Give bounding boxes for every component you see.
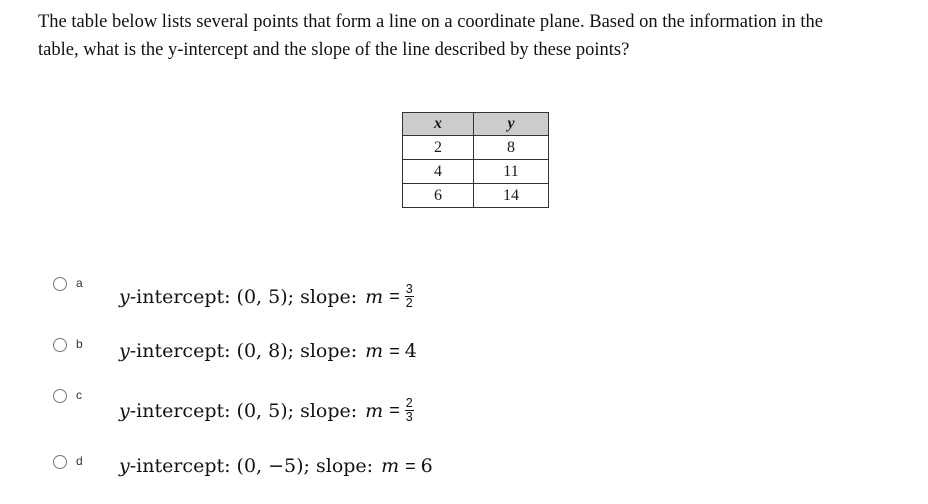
table-cell-x: 2 [403,136,474,160]
choice-y-var: y [119,340,130,362]
table-cell-y: 11 [474,160,549,184]
radio-button-d[interactable] [53,455,67,469]
table-row [403,160,549,184]
choice-equals: = [405,455,416,476]
radio-button-b[interactable] [53,338,67,352]
question-text [38,8,918,64]
choice-y-var: y [119,399,130,422]
choice-y-var: y [119,455,130,477]
choice-text-a [119,283,414,310]
choice-letter-d: d [76,454,83,468]
choice-equals: = [389,340,400,361]
choice-m-var: m [365,340,384,362]
choice-equals: = [389,286,400,306]
choice-text-b [119,340,417,362]
choice-m-var: m [381,455,400,477]
slope-fraction [405,283,414,310]
choice-m-var: m [365,285,384,308]
table-row [403,184,549,208]
question-line-2: table, what is the y-intercept and the slope of the line described by these points? [38,40,630,60]
choice-equals: = [389,400,400,420]
table-cell-x: 6 [403,184,474,208]
table-header-y: y [474,113,549,136]
choice-letter-a: a [76,276,83,290]
radio-button-c[interactable] [53,389,67,403]
table-cell-y: 8 [474,136,549,160]
slope-fraction [405,397,414,424]
slope-value: 4 [404,340,417,362]
table-cell-x: 4 [403,160,474,184]
table-row [403,136,549,160]
fraction-numerator: 2 [405,396,413,410]
choice-label: -intercept: (0, 5); slope: [129,285,358,308]
table-header-row [403,113,549,136]
choice-label: -intercept: (0, −5); slope: [129,455,374,477]
points-table [402,112,549,208]
slope-value: 6 [420,455,433,477]
choice-letter-c: c [76,388,82,402]
choice-label: -intercept: (0, 8); slope: [129,340,358,362]
choice-label: -intercept: (0, 5); slope: [129,399,358,422]
table-cell-y: 14 [474,184,549,208]
choice-y-var: y [119,285,130,308]
choice-letter-b: b [76,337,83,351]
fraction-denominator: 2 [405,296,413,310]
points-table-container [402,112,549,208]
choice-m-var: m [365,399,384,422]
fraction-denominator: 3 [405,410,413,424]
question-line-1: The table below lists several points that form a line on a coordinate plane. Based on the information in the [38,12,824,32]
radio-button-a[interactable] [53,277,67,291]
table-header-x: x [403,113,474,136]
fraction-numerator: 3 [405,282,413,296]
choice-text-c [119,397,414,424]
choice-text-d [119,455,433,477]
